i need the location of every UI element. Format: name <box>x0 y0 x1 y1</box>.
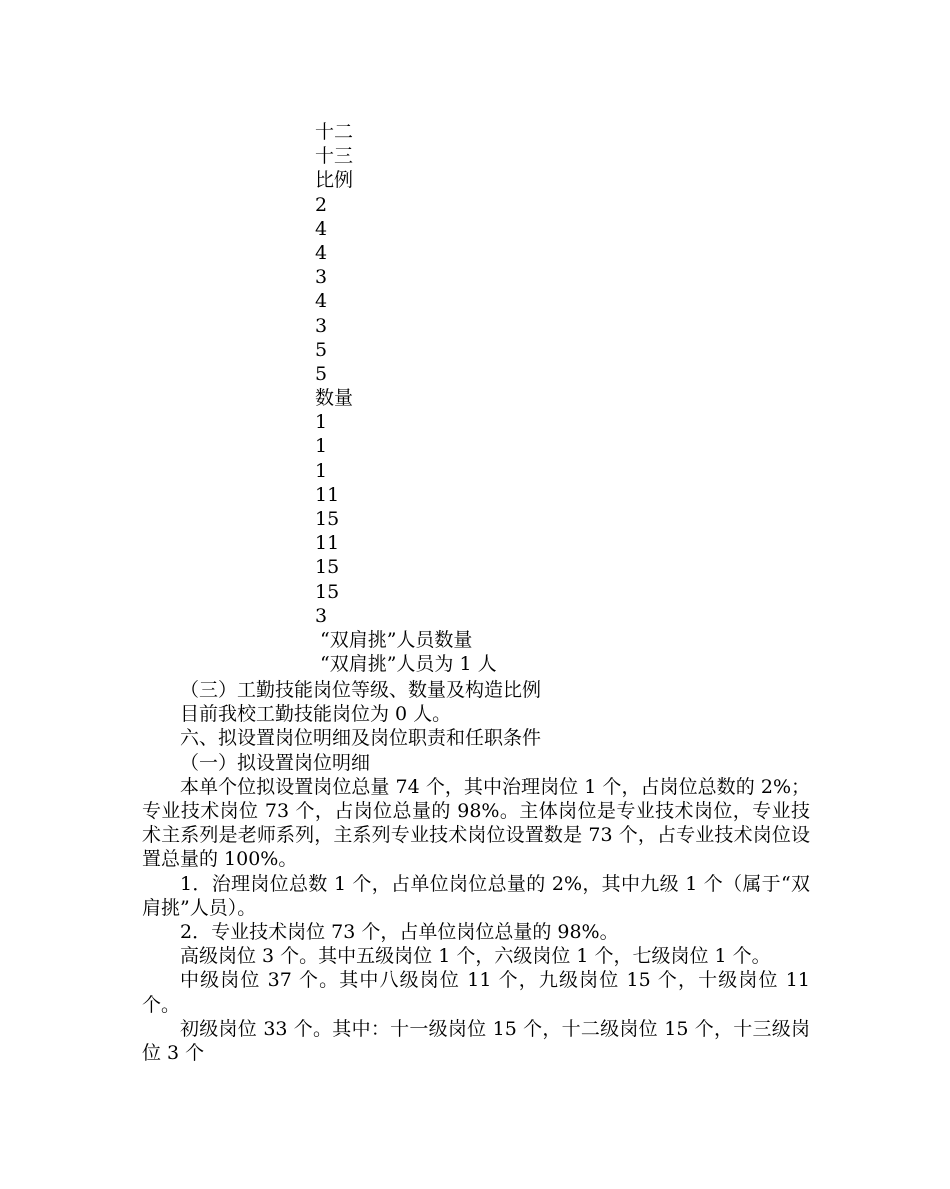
section-heading: （三）工勤技能岗位等级、数量及构造比例 <box>180 679 542 701</box>
column-item: 3 <box>315 266 328 289</box>
column-item: 5 <box>315 338 328 361</box>
column-item: 15 <box>315 580 340 603</box>
column-item: 4 <box>315 290 328 313</box>
column-item: 十三 <box>315 145 354 168</box>
body-text <box>142 678 810 1065</box>
column-item: 1 <box>315 411 328 434</box>
column-item: 1 <box>315 459 328 482</box>
paragraph: 本单个位拟设置岗位总量 74 个，其中治理岗位 1 个，占岗位总数的 2%；专业技术岗位 73 个，占岗位总量的 98%。主体岗位是专业技术岗位，专业技术主系列是老师系列，主系列专业技术岗位设置数是 73 个，占专业技术岗位设置总量的 100%。 <box>142 775 810 871</box>
column-item: 15 <box>315 556 340 579</box>
column-item: 1 <box>315 435 328 458</box>
column-item: 2 <box>315 193 328 216</box>
column-header-count: 数量 <box>315 387 354 410</box>
column-item: 5 <box>315 362 328 385</box>
section-heading: 六、拟设置岗位明细及岗位职责和任职条件 <box>180 727 542 750</box>
paragraph: 1．治理岗位总数 1 个，占单位岗位总量的 2%，其中九级 1 个（属于“双肩挑”人员）。 <box>142 872 810 919</box>
table-column-fragment <box>315 120 575 676</box>
paragraph: 高级岗位 3 个。其中五级岗位 1 个，六级岗位 1 个，七级岗位 1 个。 <box>180 945 771 968</box>
paragraph: 2．专业技术岗位 73 个，占单位岗位总量的 98%。 <box>180 921 619 944</box>
double-role-heading: “双肩挑”人员数量 <box>320 628 473 651</box>
paragraph: 初级岗位 33 个。其中：十一级岗位 15 个，十二级岗位 15 个，十三级岗位 3 个 <box>142 1017 810 1065</box>
paragraph: 中级岗位 37 个。其中八级岗位 11 个，九级岗位 15 个，十级岗位 11 个。 <box>142 969 810 1016</box>
column-item: 3 <box>315 314 328 337</box>
column-item: 3 <box>315 604 328 627</box>
column-header-ratio: 比例 <box>315 169 354 192</box>
double-role-value: “双肩挑”人员为 1 人 <box>320 653 497 676</box>
column-item: 4 <box>315 241 328 264</box>
column-item: 11 <box>315 483 340 506</box>
column-item: 十二 <box>315 121 354 143</box>
section-heading: （一）拟设置岗位明细 <box>180 751 371 774</box>
column-item: 15 <box>315 508 340 530</box>
paragraph: 目前我校工勤技能岗位为 0 人。 <box>180 703 452 726</box>
column-item: 11 <box>315 532 340 555</box>
column-item: 4 <box>315 217 328 240</box>
